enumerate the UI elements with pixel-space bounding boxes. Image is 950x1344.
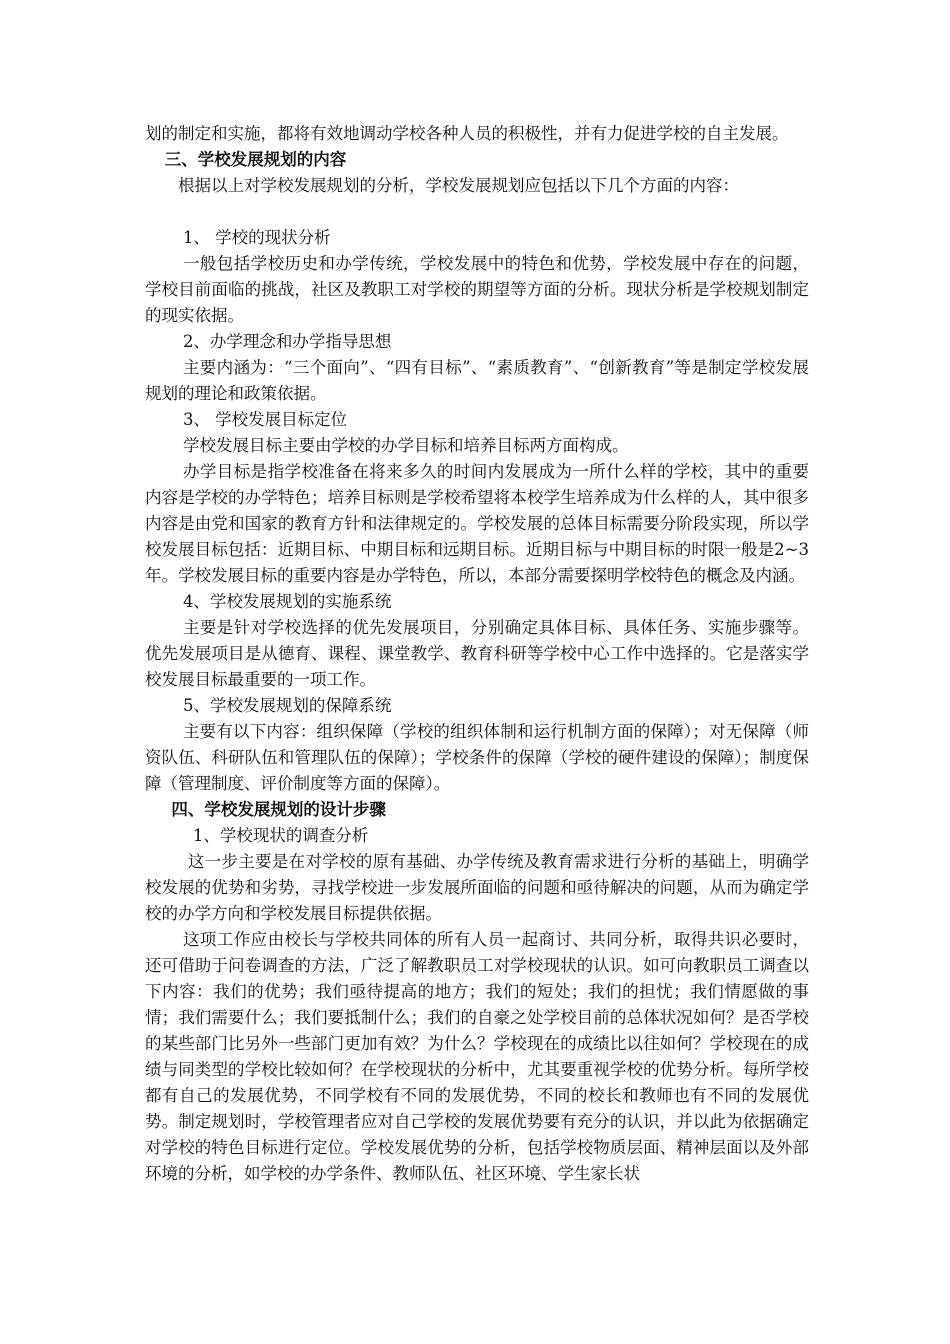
- paragraph-goal-composition: 学校发展目标主要由学校的办学目标和培养目标两方面构成。: [182, 436, 629, 455]
- item-heading-3: 3、 学校发展目标定位: [182, 410, 348, 429]
- paragraph-status-analysis: 一般包括学校历史和办学传统，学校发展中的特色和优势，学校发展中存在的问题，学校目前面临的挑战，社区及教职工对学校的期望等方面的分析。现状分析是学校规划制定的现实依据。: [145, 254, 809, 325]
- section-heading-3: 三、学校发展规划的内容: [164, 150, 347, 169]
- document-page: [145, 121, 809, 1187]
- item-heading-2: 2、办学理念和办学指导思想: [182, 332, 392, 351]
- section-heading-4: 四、学校发展规划的设计步骤: [171, 800, 386, 819]
- item-heading-5: 5、学校发展规划的保障系统: [182, 696, 392, 715]
- paragraph-step-description: 这一步主要是在对学校的原有基础、办学传统及教育需求进行分析的基础上，明确学校发展的优势和劣势，寻找学校进一步发展所面临的问题和亟待解决的问题，从而为确定学校的办学方向和学校发展目标提供依据。: [145, 852, 809, 923]
- blank-line: [145, 199, 809, 225]
- step-heading-1: 1、学校现状的调查分析: [192, 826, 369, 845]
- item-heading-1: 1、 学校的现状分析: [182, 228, 331, 247]
- paragraph-school-goals: 办学目标是指学校准备在将来多久的时间内发展成为一所什么样的学校，其中的重要内容是学校的办学特色；培养目标则是学校希望将本校学生培养成为什么样的人，其中很多内容是由党和国家的教育方针和法律规定的。学校发展的总体目标需要分阶段实现，所以学校发展目标包括：近期目标、中期目标和远期目标。近期目标与中期目标的时限一般是2~3年。学校发展目标的重要内容是办学特色，所以，本部分需要探明学校特色的概念及内涵。: [145, 462, 809, 585]
- paragraph-continuation: 划的制定和实施，都将有效地调动学校各种人员的积极性，并有力促进学校的自主发展。: [145, 124, 789, 143]
- item-heading-4: 4、学校发展规划的实施系统: [182, 592, 392, 611]
- paragraph-survey-work: 这项工作应由校长与学校共同体的所有人员一起商讨、共同分析，取得共识必要时，还可借助于问卷调查的方法，广泛了解教职员工对学校现状的认识。如可向教职员工调查以下内容：我们的优势；我们亟待提高的地方；我们的短处；我们的担忧；我们情愿做的事情；我们需要什么；我们要抵制什么；我们的自豪之处学校目前的总体状况如何？是否学校的某些部门比另外一些部门更加有效？为什么？学校现在的成绩比以往如何？学校现在的成绩与同类型的学校比较如何？在学校现状的分析中，尤其要重视学校的优势分析。每所学校都有自己的发展优势，不同学校有不同的发展优势，不同的校长和教师也有不同的发展优势。制定规划时，学校管理者应对自己学校的发展优势要有充分的认识，并以此为依据确定对学校的特色目标进行定位。学校发展优势的分析，包括学校物质层面、精神层面以及外部环境的分析，如学校的办学条件、教师队伍、社区环境、学生家长状: [145, 930, 809, 1183]
- paragraph-intro: 根据以上对学校发展规划的分析，学校发展规划应包括以下几个方面的内容：: [178, 176, 739, 195]
- paragraph-guarantee: 主要有以下内容：组织保障（学校的组织体制和运行机制方面的保障）；对无保障（师资队伍、科研队伍和管理队伍的保障）；学校条件的保障（学校的硬件建设的保障）；制度保障（管理制度、评价制度等方面的保障）。: [145, 722, 809, 793]
- paragraph-implementation: 主要是针对学校选择的优先发展项目，分别确定具体目标、具体任务、实施步骤等。优先发展项目是从德育、课程、课堂教学、教育科研等学校中心工作中选择的。它是落实学校发展目标最重要的一项工作。: [145, 618, 809, 689]
- paragraph-philosophy: 主要内涵为：“三个面向”、“四有目标”、“素质教育”、“创新教育”等是制定学校发展规划的理论和政策依据。: [145, 358, 809, 403]
